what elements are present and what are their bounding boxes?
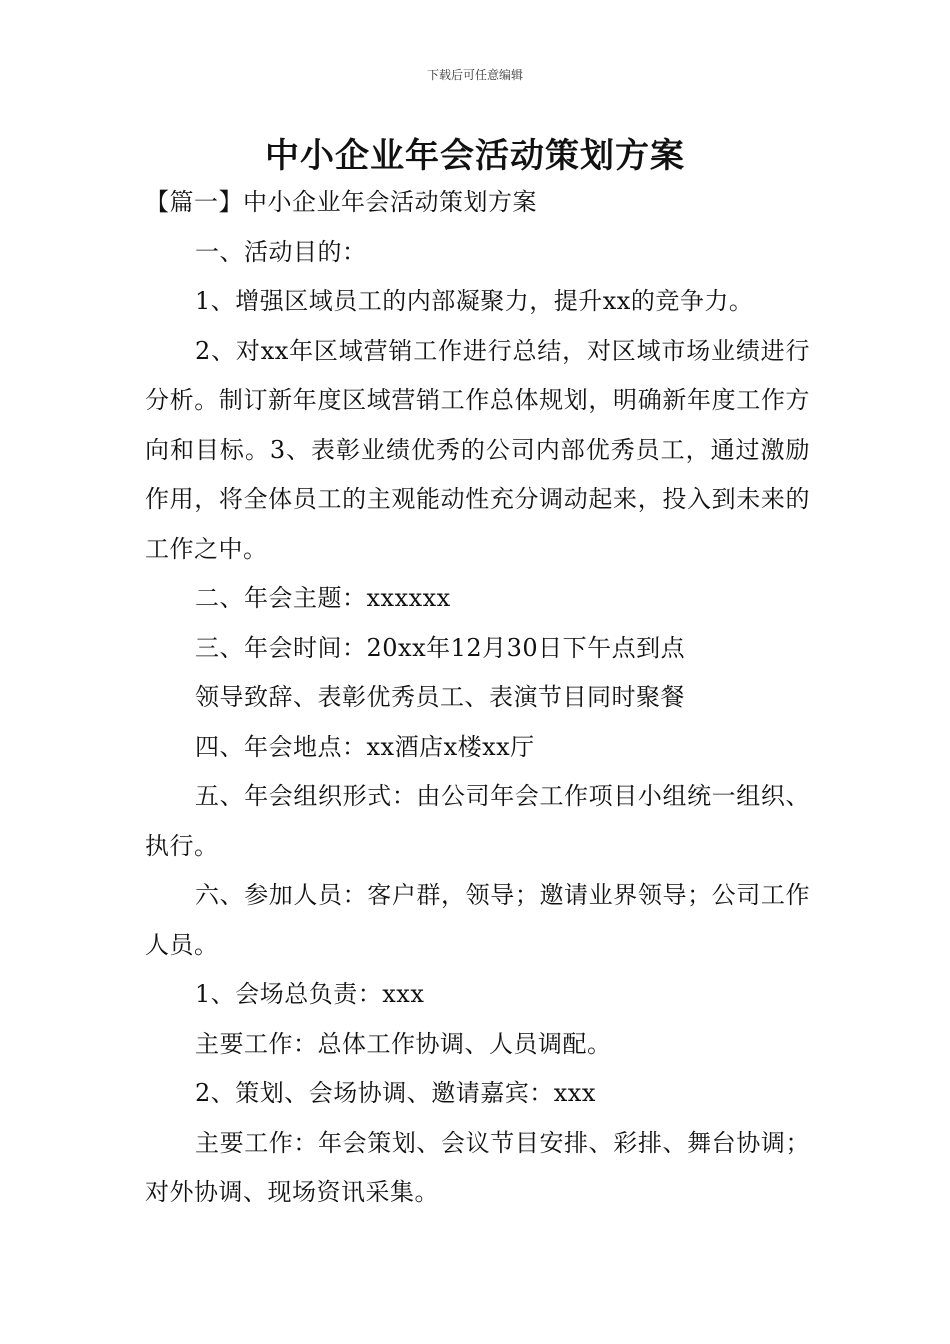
- paragraph: 【篇一】中小企业年会活动策划方案: [145, 188, 537, 216]
- paragraph: 三、年会时间：20xx年12月30日下午点到点: [195, 633, 686, 662]
- header-note: 下载后可任意编辑: [426, 68, 523, 82]
- paragraph: 2、对xx年区域营销工作进行总结，对区域市场业绩进行分析。制订新年度区域营销工作总体规划，明确新年度工作方向和目标。3、表彰业绩优秀的公司内部优秀员工，通过激励作用，将全体员工的主观能动性充分调动起来，投入到未来的工作之中。: [145, 336, 810, 563]
- paragraph: 四、年会地点：xx酒店x楼xx厅: [195, 732, 535, 761]
- paragraph: 1、增强区域员工的内部凝聚力，提升xx的竞争力。: [195, 287, 754, 315]
- paragraph: 二、年会主题：xxxxxx: [195, 584, 451, 612]
- paragraph: 五、年会组织形式：由公司年会工作项目小组统一组织、执行。: [145, 782, 810, 860]
- paragraph: 六、参加人员：客户群，领导；邀请业界领导；公司工作人员。: [145, 881, 810, 959]
- paragraph: 主要工作：年会策划、会议节目安排、彩排、舞台协调；对外协调、现场资讯采集。: [145, 1128, 810, 1206]
- paragraph: 2、策划、会场协调、邀请嘉宾：xxx: [195, 1079, 596, 1107]
- paragraph: 一、活动目的：: [195, 237, 367, 266]
- paragraph: 主要工作：总体工作协调、人员调配。: [195, 1029, 612, 1058]
- paragraph: 领导致辞、表彰优秀员工、表演节目同时聚餐: [195, 683, 685, 711]
- document-title: 中小企业年会活动策划方案: [265, 136, 685, 176]
- paragraph: 1、会场总负责：xxx: [195, 980, 425, 1008]
- document-body: [145, 178, 810, 1218]
